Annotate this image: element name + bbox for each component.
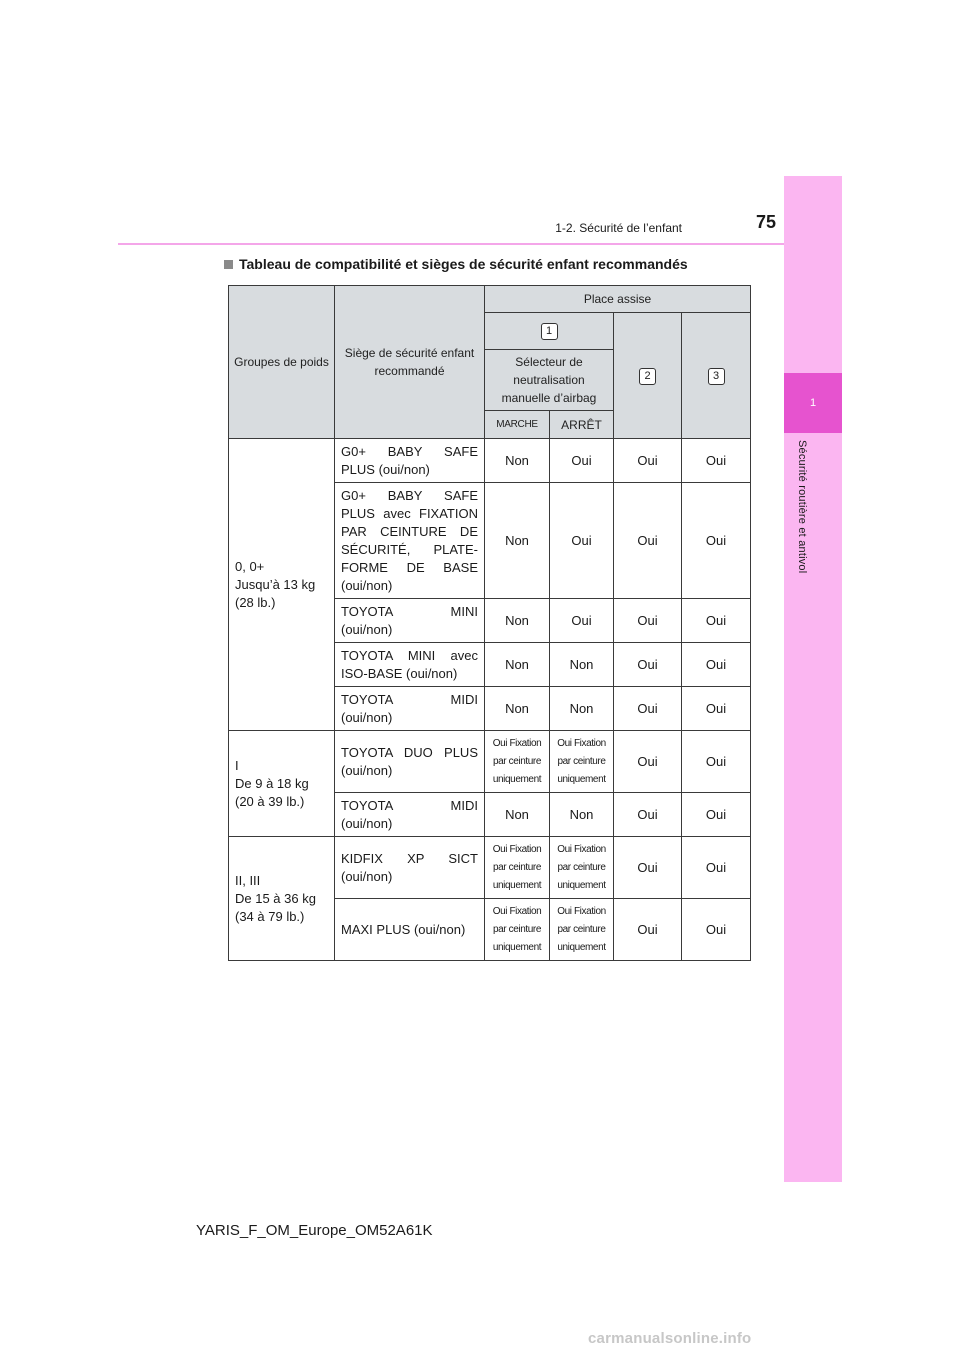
compat-cell: Oui xyxy=(614,643,682,687)
compat-cell: Oui xyxy=(614,837,682,899)
square-bullet-icon xyxy=(224,260,233,269)
header-weight-groups-text: Groupes de poids xyxy=(234,355,329,369)
compat-cell: Non xyxy=(550,687,614,731)
compat-cell: Oui xyxy=(682,837,751,899)
weight-group-cell: 0, 0+ Jusqu’à 13 kg (28 lb.) xyxy=(229,439,335,731)
header-seating-position-text: Place assise xyxy=(583,292,652,306)
chapter-side-tab xyxy=(784,176,842,1182)
header-switch-off xyxy=(550,411,614,439)
compat-cell: Oui xyxy=(682,731,751,793)
header-seating-position xyxy=(485,286,751,313)
header-section-title: 1-2. Sécurité de l’enfant xyxy=(555,221,682,235)
compatibility-table xyxy=(228,285,751,961)
compat-cell: Oui xyxy=(682,599,751,643)
compat-cell: Oui xyxy=(682,643,751,687)
table-row xyxy=(229,837,751,899)
compat-cell: Oui Fixation par ceinture uniquement xyxy=(550,837,614,899)
compat-cell: Oui xyxy=(614,599,682,643)
compat-cell: Oui xyxy=(682,687,751,731)
seat-name-cell: MAXI PLUS (oui/non) xyxy=(335,899,485,961)
seat-name-cell: G0+ BABY SAFE PLUS avec FIXATION PAR CEINTURE DE SÉCURITÉ, PLATE-FORME DE BASE (oui/non) xyxy=(335,483,485,599)
compat-cell: Non xyxy=(485,687,550,731)
header-airbag-switch-text: Sélecteur de neutralisation manuelle d’airbag xyxy=(501,355,597,405)
compat-cell: Non xyxy=(485,643,550,687)
weight-group-cell: I De 9 à 18 kg (20 à 39 lb.) xyxy=(229,731,335,837)
position-3-icon: 3 xyxy=(708,368,725,385)
seat-name-cell: TOYOTA MIDI (oui/non) xyxy=(335,793,485,837)
seat-name-cell: TOYOTA MINI (oui/non) xyxy=(335,599,485,643)
compat-cell: Oui xyxy=(614,687,682,731)
header-position-2 xyxy=(614,313,682,439)
document-code-footer: YARIS_F_OM_Europe_OM52A61K xyxy=(196,1222,433,1239)
compat-cell: Oui Fixation par ceinture uniquement xyxy=(550,731,614,793)
seat-name-cell: TOYOTA DUO PLUS (oui/non) xyxy=(335,731,485,793)
table-row xyxy=(229,439,751,483)
compat-cell: Non xyxy=(485,483,550,599)
compat-cell: Oui xyxy=(682,899,751,961)
chapter-title: Sécurité routière et antivol xyxy=(796,440,808,574)
compat-cell: Non xyxy=(550,643,614,687)
compat-cell: Oui xyxy=(614,793,682,837)
compat-cell: Oui Fixation par ceinture uniquement xyxy=(485,837,550,899)
header-position-1 xyxy=(485,313,614,350)
position-1-icon: 1 xyxy=(541,323,558,340)
compat-cell: Oui xyxy=(550,599,614,643)
table-row xyxy=(229,731,751,793)
header-recommended-seat-text: Siège de sécurité enfant recommandé xyxy=(344,346,475,378)
compat-cell: Oui Fixation par ceinture uniquement xyxy=(485,899,550,961)
compat-cell: Oui Fixation par ceinture uniquement xyxy=(485,731,550,793)
compat-cell: Oui xyxy=(682,439,751,483)
compat-cell: Non xyxy=(485,599,550,643)
compat-cell: Oui xyxy=(682,483,751,599)
compat-cell: Non xyxy=(550,793,614,837)
header-position-3 xyxy=(682,313,751,439)
compat-cell: Oui xyxy=(682,793,751,837)
compat-cell: Oui xyxy=(614,731,682,793)
seat-name-cell: G0+ BABY SAFE PLUS (oui/non) xyxy=(335,439,485,483)
header-recommended-seat xyxy=(335,286,485,439)
page-number: 75 xyxy=(755,212,776,232)
compat-cell: Oui xyxy=(550,439,614,483)
header-airbag-switch xyxy=(485,350,614,411)
section-heading-text: Tableau de compatibilité et sièges de sécurité enfant recommandés xyxy=(239,256,688,272)
position-2-icon: 2 xyxy=(639,368,656,385)
weight-group-cell: II, III De 15 à 36 kg (34 à 79 lb.) xyxy=(229,837,335,961)
chapter-number-tab: 1 xyxy=(784,373,842,433)
compat-cell: Oui Fixation par ceinture uniquement xyxy=(550,899,614,961)
compat-cell: Oui xyxy=(614,439,682,483)
compat-cell: Non xyxy=(485,793,550,837)
seat-name-cell: TOYOTA MINI avec ISO-BASE (oui/non) xyxy=(335,643,485,687)
header-switch-on xyxy=(485,411,550,439)
watermark: carmanualsonline.info xyxy=(588,1330,752,1347)
header-switch-off-text: ARRÊT xyxy=(561,417,602,432)
compat-cell: Non xyxy=(485,439,550,483)
seat-name-cell: TOYOTA MIDI (oui/non) xyxy=(335,687,485,731)
header-weight-groups xyxy=(229,286,335,439)
compat-cell: Oui xyxy=(614,483,682,599)
compat-cell: Oui xyxy=(614,899,682,961)
header-rule xyxy=(118,243,784,245)
header-switch-on-text: MARCHE xyxy=(496,419,538,430)
section-heading xyxy=(224,256,688,272)
seat-name-cell: KIDFIX XP SICT (oui/non) xyxy=(335,837,485,899)
compat-cell: Oui xyxy=(550,483,614,599)
